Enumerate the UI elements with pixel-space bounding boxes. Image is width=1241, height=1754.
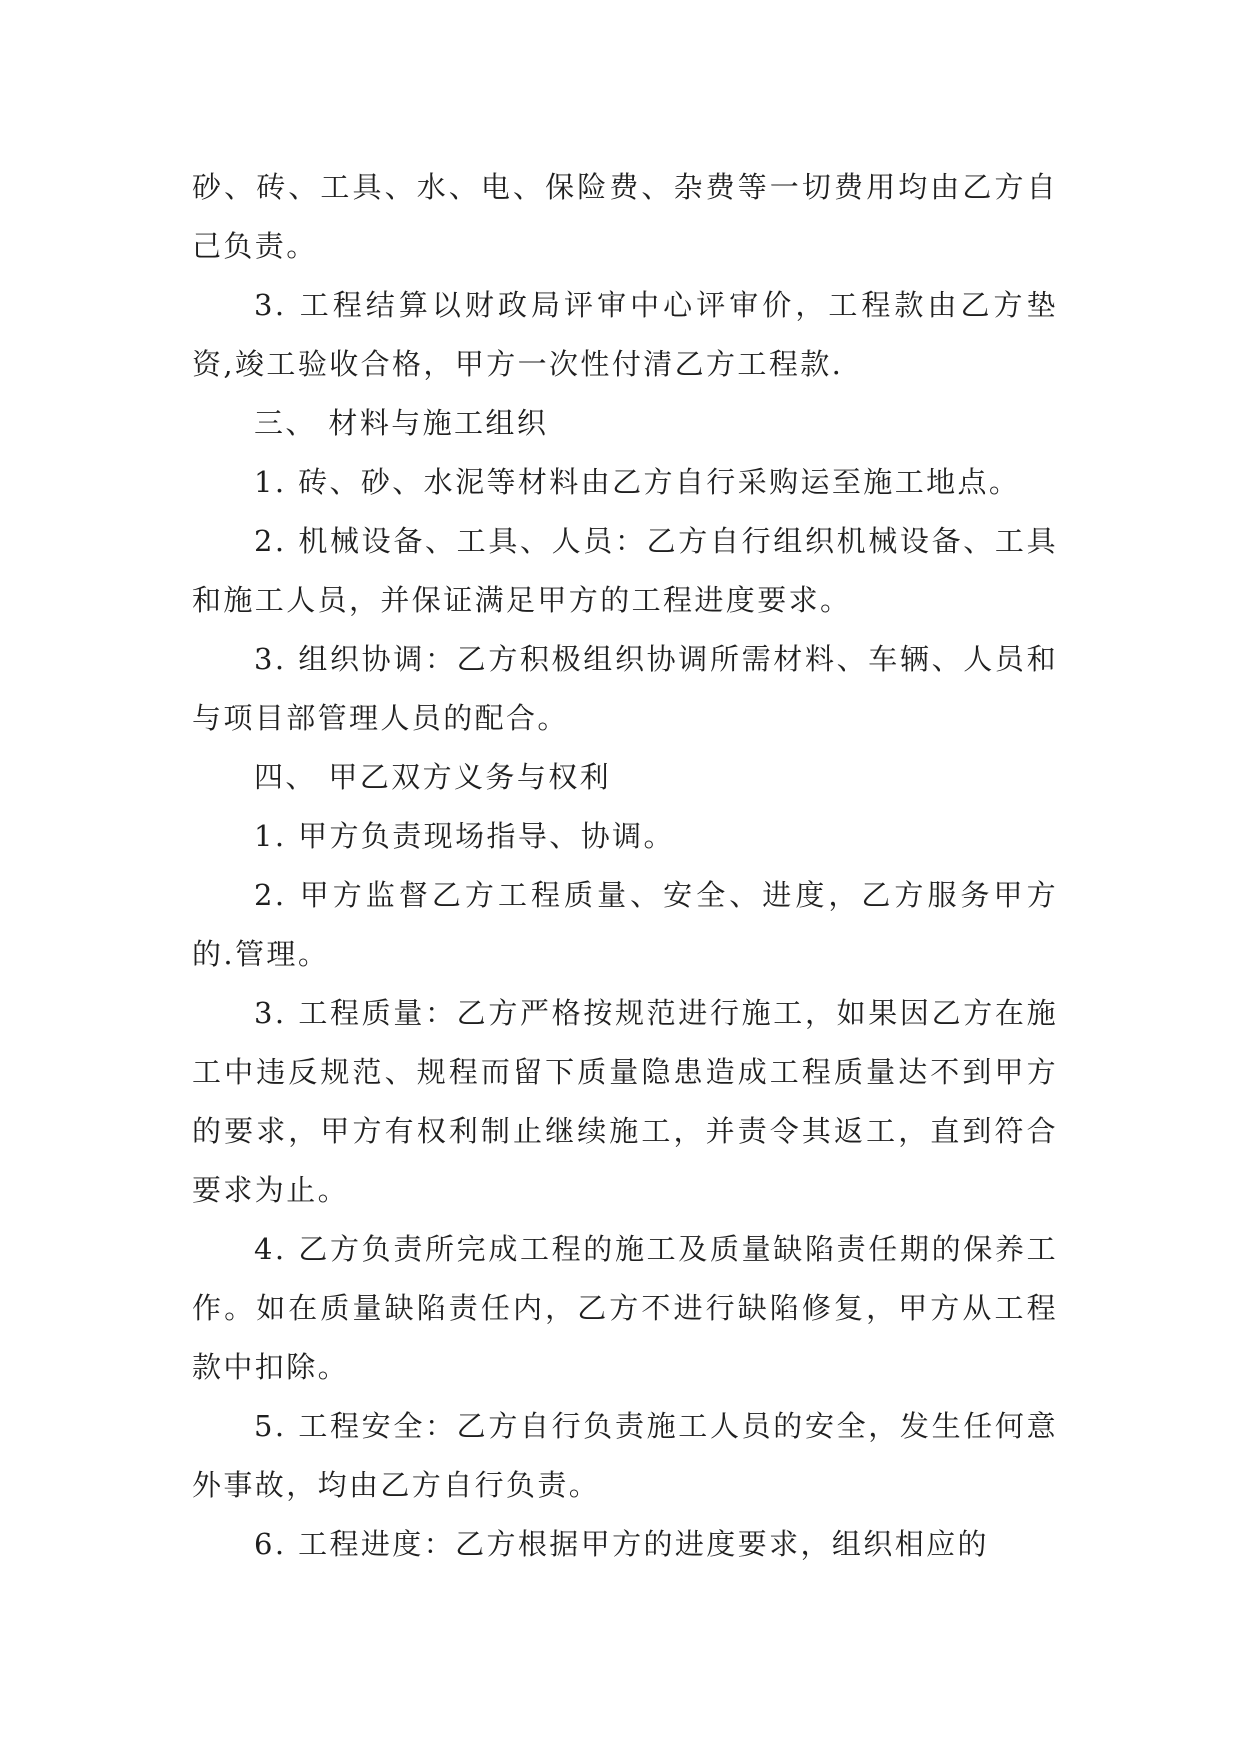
paragraph-equipment-personnel: 2. 机械设备、工具、人员：乙方自行组织机械设备、工具和施工人员，并保证满足甲方的工程进度要求。 — [192, 524, 1058, 617]
paragraph-coordination: 3. 组织协调：乙方积极组织协调所需材料、车辆、人员和与项目部管理人员的配合。 — [192, 642, 1058, 735]
paragraph-materials-purchase: 1. 砖、砂、水泥等材料由乙方自行采购运至施工地点。 — [254, 465, 1021, 499]
paragraph-safety: 5. 工程安全：乙方自行负责施工人员的安全，发生任何意外事故，均由乙方自行负责。 — [192, 1409, 1058, 1502]
section-heading-obligations: 四、 甲乙双方义务与权利 — [254, 760, 612, 794]
paragraph-settlement: 3. 工程结算以财政局评审中心评审价，工程款由乙方垫资,竣工验收合格，甲方一次性付清乙方工程款. — [192, 288, 1058, 381]
section-heading-materials: 三、 材料与施工组织 — [254, 406, 549, 440]
paragraph-fee-continuation: 砂、砖、工具、水、电、保险费、杂费等一切费用均由乙方自己负责。 — [192, 170, 1058, 263]
paragraph-onsite-guidance: 1. 甲方负责现场指导、协调。 — [254, 819, 675, 853]
paragraph-schedule: 6. 工程进度：乙方根据甲方的进度要求，组织相应的 — [254, 1527, 989, 1561]
paragraph-quality: 3. 工程质量：乙方严格按规范进行施工，如果因乙方在施工中违反规范、规程而留下质量隐患造成工程质量达不到甲方的要求，甲方有权利制止继续施工，并责令其返工，直到符合要求为止。 — [192, 996, 1058, 1207]
paragraph-supervision: 2. 甲方监督乙方工程质量、安全、进度，乙方服务甲方的.管理。 — [192, 878, 1058, 971]
paragraph-defect-liability: 4. 乙方负责所完成工程的施工及质量缺陷责任期的保养工作。如在质量缺陷责任内，乙方不进行缺陷修复，甲方从工程款中扣除。 — [192, 1232, 1058, 1384]
document-body — [192, 158, 1058, 1574]
